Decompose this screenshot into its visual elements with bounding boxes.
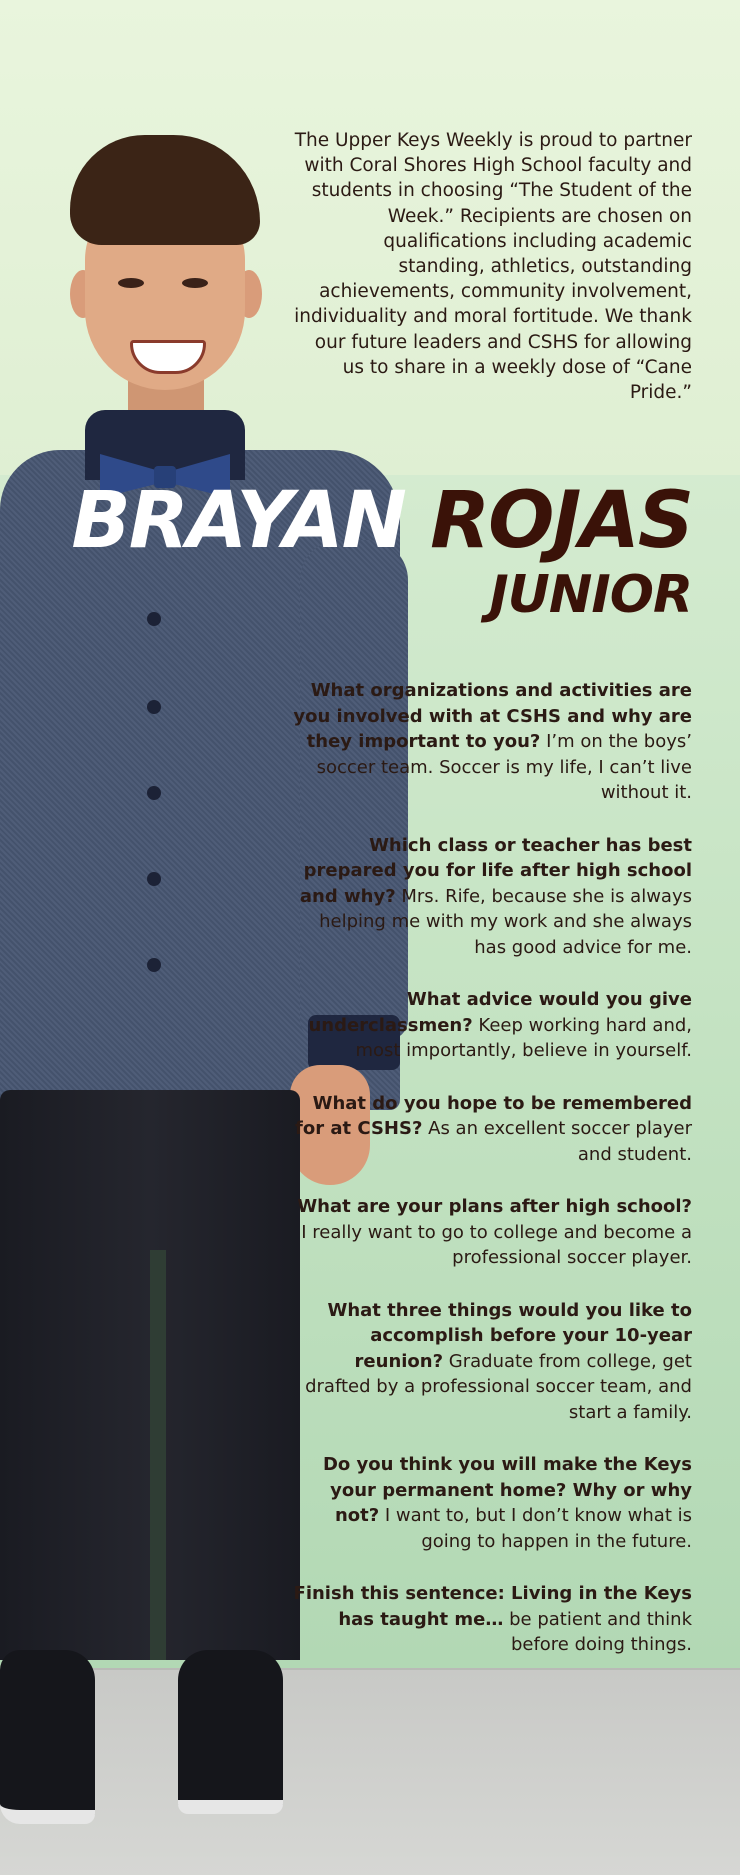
qa-answer: I want to, but I don’t know what is going to happen in the future. bbox=[384, 1505, 692, 1552]
qa-item bbox=[292, 1298, 692, 1426]
student-grade: JUNIOR bbox=[489, 565, 692, 625]
qa-question: What do you hope to be remembered for at CSHS? bbox=[295, 1092, 692, 1139]
right-shoe bbox=[178, 1650, 283, 1814]
left-shoe bbox=[0, 1650, 95, 1824]
qa-answer: be patient and think before doing things. bbox=[509, 1608, 692, 1655]
left-eye bbox=[118, 278, 144, 288]
hair bbox=[70, 135, 260, 245]
qa-answer: I’m on the boys’ soccer team. Soccer is my life, I can’t live without it. bbox=[316, 731, 692, 803]
qa-question: Which class or teacher has best prepared you for life after high school and why? bbox=[299, 834, 692, 907]
shirt-button bbox=[147, 612, 161, 626]
qa-question: What three things would you like to accomplish before your 10-year reunion? bbox=[327, 1299, 692, 1372]
shirt-button bbox=[147, 700, 161, 714]
qa-answer: Graduate from college, get drafted by a professional soccer team, and start a family. bbox=[305, 1350, 692, 1423]
qa-item bbox=[292, 1091, 692, 1168]
qa-answer: As an excellent soccer player and student. bbox=[428, 1118, 692, 1165]
intro-paragraph: The Upper Keys Weekly is proud to partner with Coral Shores High School faculty and students in choosing “The Student of the Week.” Recipients are chosen on qualifications including academic standing, athletics, outstanding achievements, community involvement, individuality and moral fortitude. We thank our future leaders and CSHS for allowing us to share in a weekly dose of “Cane Pride.” bbox=[294, 130, 692, 404]
shirt-button bbox=[147, 786, 161, 800]
qa-item bbox=[292, 1194, 692, 1271]
qa-question: What are your plans after high school? bbox=[297, 1196, 692, 1217]
qa-item bbox=[292, 678, 692, 806]
qa-question: What organizations and activities are you involved with at CSHS and why are they important to you? bbox=[293, 680, 692, 752]
qa-item bbox=[292, 987, 692, 1064]
qa-item bbox=[292, 833, 692, 961]
qa-answer: Mrs. Rife, because she is always helping me with my work and she always has good advice for me. bbox=[319, 885, 692, 958]
qa-answer: Keep working hard and, most importantly, believe in yourself. bbox=[355, 1014, 692, 1061]
shirt-button bbox=[147, 958, 161, 972]
qa-item bbox=[292, 1452, 692, 1554]
qa-question: What advice would you give underclassmen? bbox=[308, 989, 692, 1036]
right-eye bbox=[182, 278, 208, 288]
qa-answer: I really want to go to college and become a professional soccer player. bbox=[301, 1221, 692, 1268]
student-first-name: BRAYAN bbox=[71, 476, 405, 566]
qa-list bbox=[292, 678, 692, 1685]
student-name bbox=[71, 478, 692, 564]
shirt-button bbox=[147, 872, 161, 886]
qa-item bbox=[292, 1581, 692, 1658]
qa-question: Finish this sentence: Living in the Keys has taught me… bbox=[293, 1583, 692, 1630]
qa-question: Do you think you will make the Keys your permanent home? Why or why not? bbox=[322, 1454, 692, 1526]
leg-gap bbox=[150, 1250, 166, 1660]
student-last-name: ROJAS bbox=[430, 476, 692, 566]
